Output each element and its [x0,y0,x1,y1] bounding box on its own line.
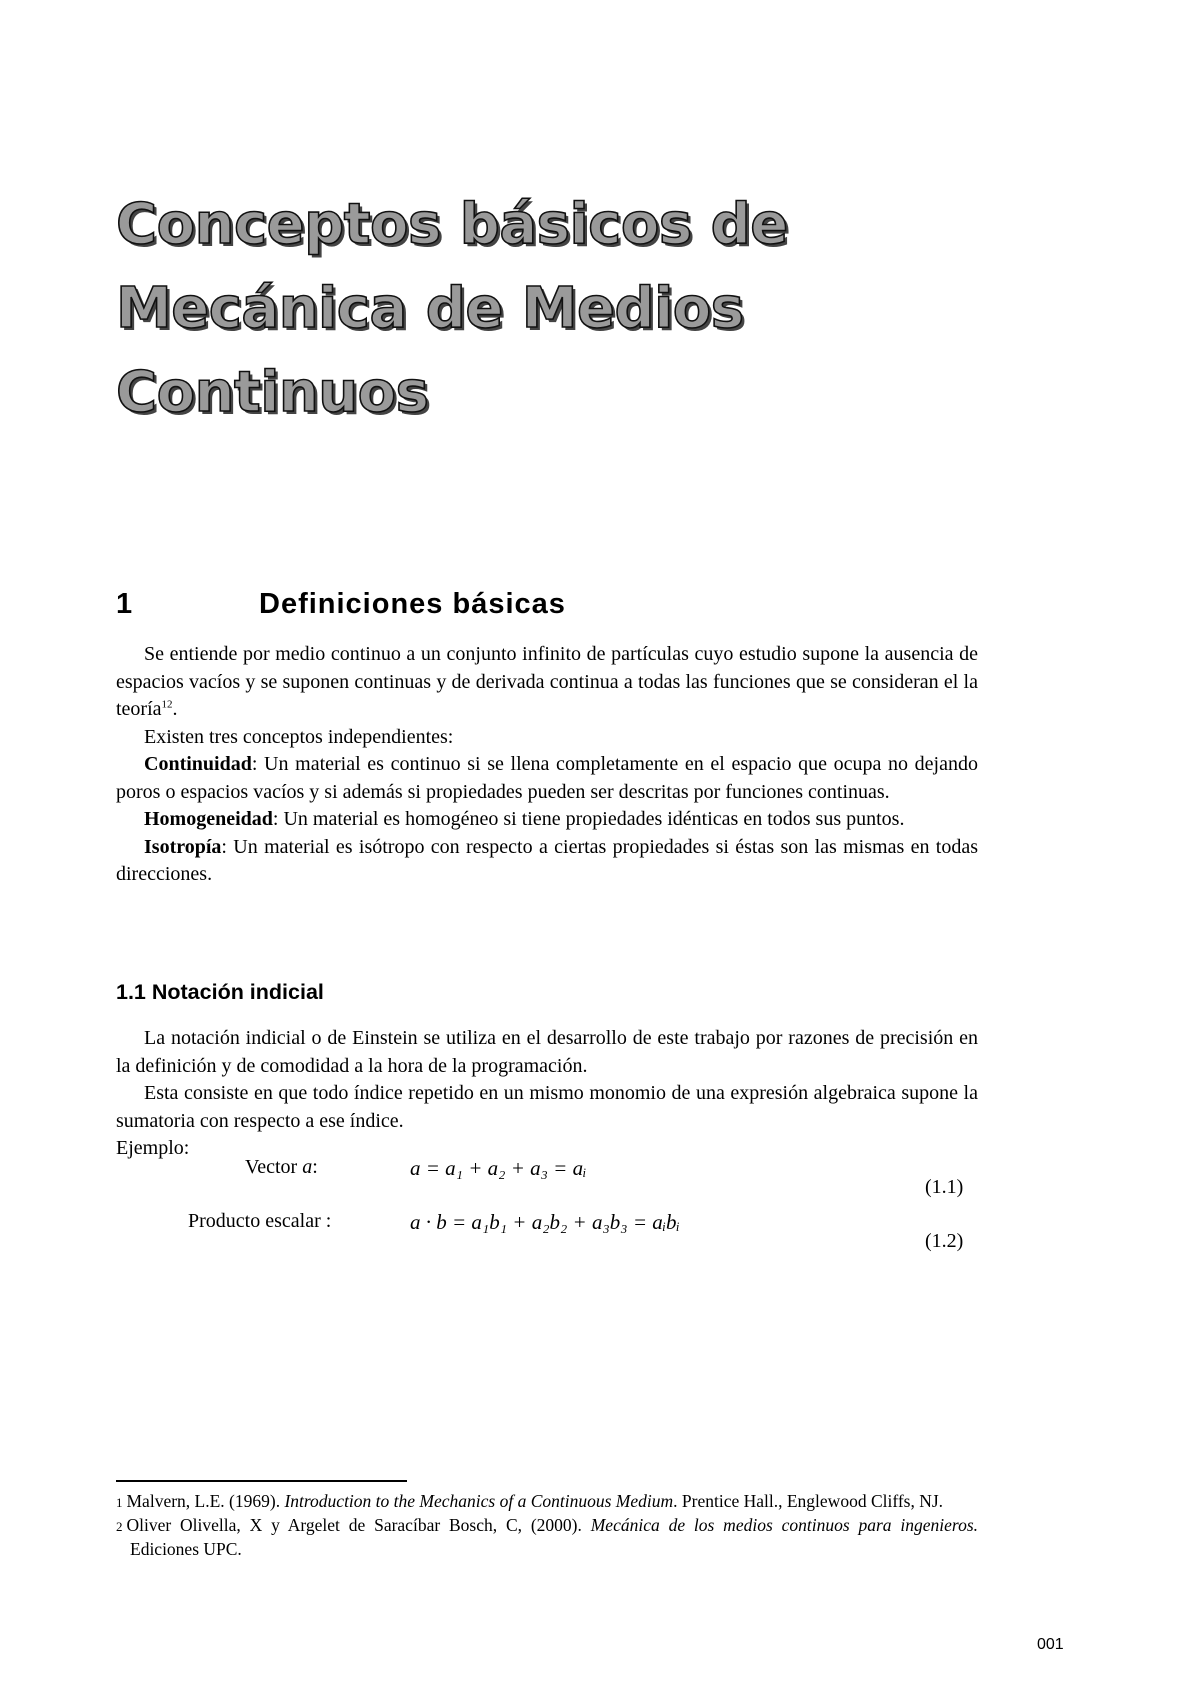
footnote-title: Mecánica de los medios continuos para ingenieros. [590,1515,978,1535]
equation-formula: a = a₁ + a₂ + a₃ = aᵢ [410,1156,587,1180]
definition-term: Homogeneidad [144,808,273,830]
footnote-mark: 2 [116,1519,123,1534]
paragraph [116,1080,978,1135]
section-heading [116,588,566,621]
equation-label: Producto escalar : [188,1210,332,1232]
footnote-text: Oliver Olivella, X y Argelet de Saracíbar Bosch, C, (2000). [126,1515,591,1535]
page-number: 001 [1037,1636,1064,1653]
definition-term: Isotropía [144,835,222,858]
equation-1-1 [0,1156,1200,1196]
footnote-separator [116,1480,407,1482]
paragraph-text: Esta consiste en que todo índice repetido en un mismo monomio de una expresión algebraica supone la sumatoria con respecto a ese índice. [116,1082,978,1132]
subsection-body [116,1025,978,1163]
definition-isotropia [116,834,978,889]
paragraph-text: Existen tres conceptos independientes: [144,725,454,748]
definition-text: : Un material es continuo si se llena completamente en el espacio que ocupa no dejando poros o espacios vacíos y si además si propiedades pueden ser descritas por funciones continuas. [116,753,978,803]
paragraph-end: . [172,698,178,720]
footnote [116,1490,978,1514]
definition-continuidad [116,751,978,806]
paragraph [116,641,978,724]
section-body [116,641,978,889]
footnote-reference: 12 [161,698,173,711]
definition-text: : Un material es isótropo con respecto a ciertas propiedades si éstas son las mismas en todas direcciones. [116,835,978,885]
footnote-title: Introduction to the Mechanics of a Continuous Medium [284,1491,674,1511]
subsection-heading: 1.1 Notación indicial [116,980,324,1004]
section-title: Definiciones básicas [259,588,566,620]
equation-formula: a · b = a₁b₁ + a₂b₂ + a₃b₃ = aᵢbᵢ [410,1210,680,1234]
equation-number: (1.2) [925,1230,964,1252]
chapter-title-line: Mecánica de Medios [116,276,744,341]
equation-1-2 [0,1210,1200,1250]
paragraph-text: La notación indicial o de Einstein se utiliza en el desarrollo de este trabajo por razones de precisión en la definición y de comodidad a la hora de la programación. [116,1027,978,1077]
chapter-title-line: Continuos [116,360,429,425]
footnote-text: Malvern, L.E. (1969). [126,1491,285,1511]
definition-homogeneidad [116,806,978,834]
paragraph [116,724,978,752]
section-number: 1 [116,588,134,620]
definition-text: : Un material es homogéneo si tiene propiedades idénticas en todos sus puntos. [272,808,905,830]
chapter-title [116,183,886,435]
chapter-title-line: Conceptos básicos de [116,192,788,257]
footnotes [116,1490,978,1561]
footnote [116,1514,978,1561]
paragraph [116,1025,978,1080]
equation-number: (1.1) [925,1176,964,1198]
paragraph-text: Se entiende por medio continuo a un conjunto infinito de partículas cuyo estudio supone la ausencia de espacios vacíos y se suponen continuas y de derivada continua a todas las funciones que se consideran el la teoría [116,643,978,720]
footnote-mark: 1 [116,1495,123,1510]
equation-label: Vector a: [245,1156,318,1178]
example-label: Ejemplo: [116,1137,190,1159]
footnote-text: Ediciones UPC. [130,1539,242,1559]
definition-term: Continuidad [144,753,252,775]
footnote-text: . Prentice Hall., Englewood Cliffs, NJ. [673,1491,944,1511]
